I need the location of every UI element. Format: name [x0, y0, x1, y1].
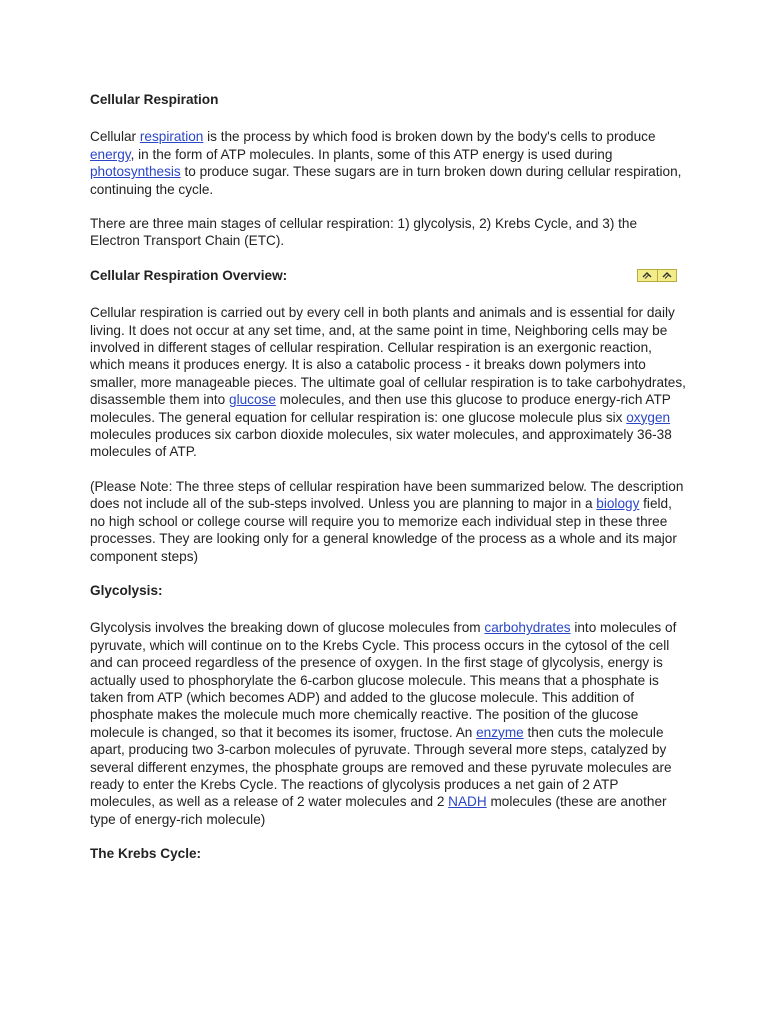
- expand-icon[interactable]: [638, 270, 657, 281]
- glycolysis-heading: Glycolysis:: [90, 582, 163, 598]
- overview-text: Cellular respiration is carried out by every cell in both plants and animals and is essential for daily living. It does not occur at any set time, and, at the same point in time, Neighboring cells may be involved in different stages of cellular respiration. Cellular respiration is an exergonic reaction, which means it produces energy. It is also a catabolic process - it breaks down polymers into smaller, more manageable pieces. The ultimate goal of cellular respiration is to take carbohydrates, disassemble them into: [90, 305, 686, 408]
- intro-paragraph: [90, 128, 686, 198]
- intro-text: Cellular: [90, 129, 140, 145]
- overview-text: molecules produces six carbon dioxide molecules, six water molecules, and approximately 36-38 molecules of ATP.: [90, 427, 672, 460]
- krebs-heading: The Krebs Cycle:: [90, 846, 202, 862]
- overview-heading-row: [90, 267, 686, 284]
- glycolysis-text: Glycolysis involves the breaking down of glucose molecules from: [90, 620, 485, 636]
- expand-icon[interactable]: [657, 270, 677, 281]
- glycolysis-text: molecules (these are another type of energy-rich molecule): [90, 794, 667, 827]
- photosynthesis-link[interactable]: photosynthesis: [90, 164, 181, 180]
- glycolysis-text: into molecules of pyruvate, which will continue on to the Krebs Cycle. This process occurs in the cytosol of the cell and can proceed regardless of the presence of oxygen. In the first stage of glycolysis, energy is actually used to phosphorylate the 6-carbon glucose molecule. This means that a phosphate is taken from ATP (which becomes ADP) and added to the glucose molecule. This addition of phosphate makes the molecule much more chemically reactive. The position of the glucose molecule is changed, so that it becomes its isomer, fructose. An: [90, 620, 677, 740]
- document-page: [90, 91, 686, 863]
- biology-link[interactable]: biology: [596, 496, 640, 512]
- overview-heading: Cellular Respiration Overview:: [90, 267, 288, 283]
- glycolysis-paragraph: [90, 619, 686, 828]
- carbohydrates-link[interactable]: carbohydrates: [484, 620, 571, 636]
- glycolysis-text: then cuts the molecule apart, producing two 3-carbon molecules of pyruvate. Through several more steps, catalyzed by several different enzymes, the phosphate groups are removed and these pyruvate molecules are ready to enter the Krebs Cycle. The reactions of glycolysis produces a net gain of 2 ATP molecules, as well as a release of 2 water molecules and 2: [90, 724, 672, 810]
- note-text: field, no high school or college course will require you to memorize each individual step in these three processes. They are looking only for a general knowledge of the process as a whole and its major component steps): [90, 496, 677, 564]
- expand-icon-group[interactable]: [637, 269, 677, 282]
- stages-paragraph: There are three main stages of cellular respiration: 1) glycolysis, 2) Krebs Cycle, and 3) the Electron Transport Chain (ETC).: [90, 216, 638, 249]
- nadh-link[interactable]: NADH: [448, 794, 487, 810]
- note-text: (Please Note: The three steps of cellular respiration have been summarized below. The description does not include all of the sub-steps involved. Unless you are planning to major in a: [90, 478, 684, 512]
- enzyme-link[interactable]: enzyme: [476, 724, 524, 740]
- note-paragraph: [90, 478, 686, 565]
- intro-text: , in the form of ATP molecules. In plants, some of this ATP energy is used during: [130, 146, 613, 162]
- intro-text: to produce sugar. These sugars are in turn broken down during cellular respiration, continuing the cycle.: [90, 164, 682, 197]
- glucose-link[interactable]: glucose: [229, 392, 276, 408]
- energy-link[interactable]: energy: [90, 146, 131, 162]
- overview-text: molecules, and then use this glucose to produce energy-rich ATP molecules. The general equation for cellular respiration is: one glucose molecule plus six: [90, 392, 671, 425]
- oxygen-link[interactable]: oxygen: [626, 409, 671, 425]
- respiration-link[interactable]: respiration: [139, 129, 204, 145]
- overview-paragraph: [90, 304, 686, 461]
- page-title: Cellular Respiration: [90, 92, 219, 107]
- intro-text: is the process by which food is broken down by the body's cells to produce: [203, 129, 656, 145]
